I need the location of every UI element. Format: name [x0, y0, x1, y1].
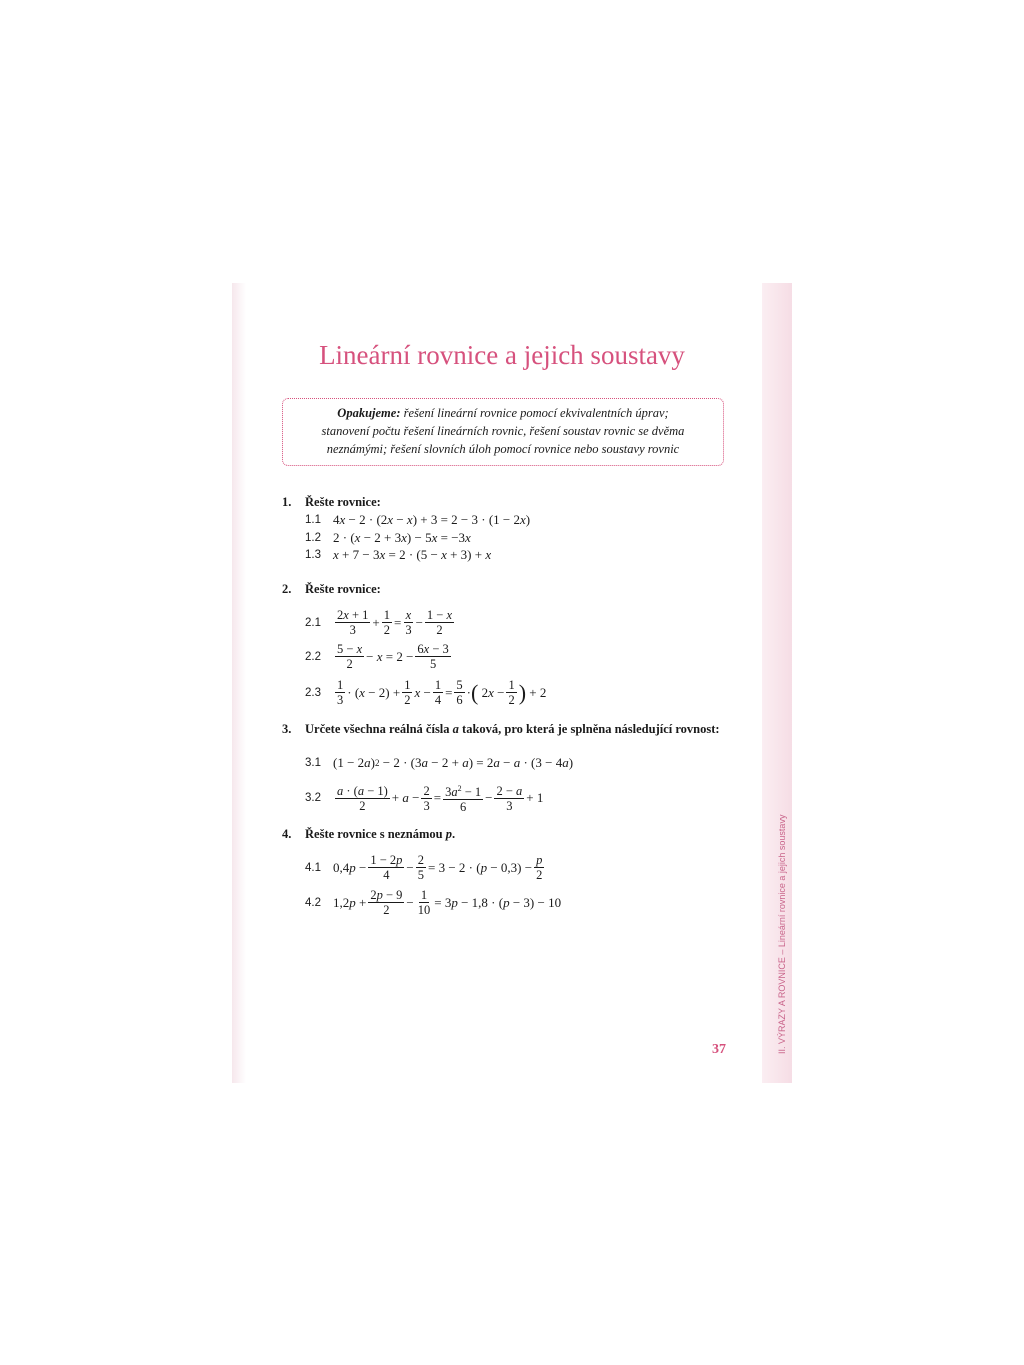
- exercise-1-1: 1.1 4 x − 2 · (2 x − x ) + 3 = 2 − 3 · (1 − 2 x ): [305, 512, 531, 527]
- exercise-1-2: 1.2 2 · ( x − 2 + 3 x ) − 5 x = −3 x: [305, 530, 471, 545]
- page-number: 37: [712, 1042, 726, 1057]
- page-title: Lineární rovnice a jejich soustavy: [319, 340, 685, 370]
- review-line-2: stanovení počtu řešení lineárních rovnic, řešení soustav rovnic se dvěma: [321, 424, 685, 438]
- exercise-2-heading: 2. Řešte rovnice:: [282, 582, 381, 596]
- exercise-4-1: 4.1 0,4 p − $\frac{1 - 2p}{4}$ − $\frac{2}{5}$ = 3 − 2 · ( p − 0,3) − $\frac{p}{2}$: [305, 853, 543, 882]
- exercise-2-1: 2.1 $\frac{2x + 1}{3}$ + $\frac{1}{2}$ = $\frac{x}{3}$ − $\frac{1 - x}{2}$: [305, 608, 453, 637]
- exercise-3-heading: 3. Určete všechna reálná čísla a taková, pro která je splněna následující rovnost:: [282, 722, 720, 736]
- review-line-3: neznámými; řešení slovních úloh pomocí rovnice nebo soustavy rovnic: [326, 442, 680, 456]
- exercise-2-3: 2.3 $\frac{1}{3}$ · ( x − 2) + $\frac{1}{2}$ x − $\frac{1}{4}$ = $\frac{5}{6}$ · ( 2 x − $\frac{1}{2}$ ) + 2: [305, 678, 547, 707]
- exercise-1-heading: 1. Řešte rovnice:: [282, 495, 381, 509]
- exercise-3-1: 3.1 (1 − 2 a ) 2 − 2 · (3 a − 2 + a ) = 2 a − a · (3 − 4 a ): [305, 755, 574, 770]
- exercise-4-2: 4.2 1,2 p + $\frac{2p - 9}{2}$ − $\frac{1}{10}$ = 3 p − 1,8 · ( p − 3) − 10: [305, 888, 562, 917]
- running-header: II. VÝRAZY A ROVNICE – Lineární rovnice a jejich soustavy: [777, 814, 787, 1054]
- review-label: Opakujeme:: [337, 406, 401, 420]
- exercise-2-2: 2.2 $\frac{5 - x}{2}$ − x = 2 − $\frac{6x - 3}{5}$: [305, 642, 449, 671]
- exercise-4-heading: 4. Řešte rovnice s neznámou p.: [282, 827, 456, 841]
- review-line-1: řešení lineární rovnice pomocí ekvivalentních úprav;: [400, 406, 669, 420]
- exercise-3-2: 3.2 $\frac{a \cdot (a - 1)}{2}$ + a − $\frac{2}{3}$ = $\frac{3a^2 - 1}{6}$ − $\frac{2 - a}{3}$ + 1: [305, 783, 544, 815]
- exercise-1-3: 1.3 x + 7 − 3 x = 2 · (5 − x + 3) + x: [305, 547, 492, 562]
- review-box: [282, 398, 724, 466]
